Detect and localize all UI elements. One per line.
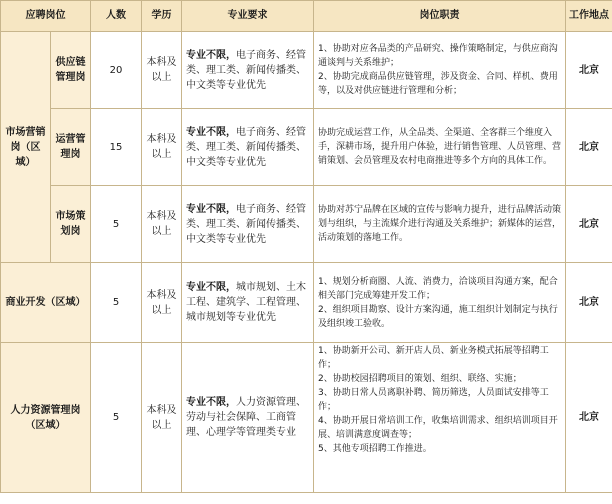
table-row — [1, 32, 612, 109]
duty-line: 4、协助开展日常培训工作，收集培训需求、组织培训项目开展、培训满意度调查等； — [318, 416, 558, 440]
location-cell: 北京 — [566, 109, 612, 186]
header-location: 工作地点 — [566, 1, 612, 32]
requirement-cell — [182, 263, 314, 343]
education-cell: 本科及以上 — [142, 32, 182, 109]
table-row — [1, 109, 612, 186]
location-cell: 北京 — [566, 343, 612, 493]
requirement-text: 城市规划、土木工程、建筑学、工程管理、城市规划等专业优先 — [186, 282, 306, 323]
sub-position: 供应链管理岗 — [51, 32, 91, 109]
duties-cell — [314, 109, 566, 186]
sub-position: 运营管理岗 — [51, 109, 91, 186]
duty-line: 协助完成运营工作，从全品类、全渠道、全客群三个维度入手，深耕市场，提升用户体验，进行销售管理、人员管理、营销策划、会员管理及农村电商推进等多个方向的具体工作。 — [318, 128, 562, 166]
duties-cell — [314, 186, 566, 263]
requirement-cell — [182, 109, 314, 186]
count-cell: 15 — [91, 109, 142, 186]
header-education: 学历 — [142, 1, 182, 32]
location-cell: 北京 — [566, 32, 612, 109]
requirement-bold: 专业不限， — [186, 126, 236, 138]
requirement-cell — [182, 343, 314, 493]
count-cell: 20 — [91, 32, 142, 109]
group-business: 商业开发（区域） — [1, 263, 91, 343]
count-cell: 5 — [91, 343, 142, 493]
requirement-bold: 专业不限， — [186, 203, 236, 215]
requirement-bold: 专业不限， — [186, 397, 236, 408]
duty-line: 5、其他专项招聘工作推进。 — [318, 444, 432, 454]
requirement-text: 电子商务、经管类、理工类、新闻传播类、中文类等专业优先 — [186, 203, 306, 245]
duty-line: 协助对苏宁品牌在区域的宣传与影响力提升，进行品牌活动策划与组织，与主流媒介进行沟通及关系维护；新媒体的运营，活动策划的落地工作。 — [318, 205, 562, 243]
group-marketing: 市场营销岗（区域） — [1, 32, 51, 263]
header-row — [1, 1, 612, 32]
header-duties: 岗位职责 — [314, 1, 566, 32]
duties-cell — [314, 263, 566, 343]
duty-line: 1、协助新开公司、新开店人员、新业务模式拓展等招聘工作； — [318, 346, 549, 370]
table-row — [1, 343, 612, 493]
duties-cell — [314, 32, 566, 109]
requirement-text: 电子商务、经管类、理工类、新闻传播类、中文类等专业优先 — [186, 49, 306, 91]
requirement-bold: 专业不限， — [186, 282, 236, 293]
education-cell: 本科及以上 — [142, 263, 182, 343]
duties-cell — [314, 343, 566, 493]
location-cell: 北京 — [566, 263, 612, 343]
duty-line: 2、协助完成商品供应链管理，涉及资金、合同、样机、费用等，以及对供应链进行管理和分析； — [318, 72, 558, 96]
count-cell: 5 — [91, 263, 142, 343]
duty-line: 2、组织项目勘察、设计方案沟通，施工组织计划制定与执行及组织竣工验收。 — [318, 304, 558, 329]
requirement-bold: 专业不限， — [186, 49, 236, 61]
education-cell: 本科及以上 — [142, 109, 182, 186]
table-row — [1, 186, 612, 263]
header-requirement: 专业要求 — [182, 1, 314, 32]
duty-line: 1、协助对应各品类的产品研究、操作策略制定，与供应商沟通谈判与关系维护； — [318, 44, 558, 68]
requirement-cell — [182, 32, 314, 109]
group-hr: 人力资源管理岗（区域） — [1, 343, 91, 493]
duty-line: 2、协助校园招聘项目的策划、组织、联络、实施； — [318, 374, 522, 384]
header-count: 人数 — [91, 1, 142, 32]
requirement-text: 电子商务、经管类、理工类、新闻传播类、中文类等专业优先 — [186, 126, 306, 168]
duty-line: 3、协助日常人员离职补聘、简历筛选，人员面试安排等工作； — [318, 388, 549, 412]
location-cell: 北京 — [566, 186, 612, 263]
education-cell: 本科及以上 — [142, 343, 182, 493]
table-row — [1, 263, 612, 343]
duty-line: 1、规划分析商圈、人流、消费力，洽谈项目沟通方案，配合相关部门完成筹建开发工作； — [318, 276, 558, 301]
header-position: 应聘岗位 — [1, 1, 91, 32]
sub-position: 市场策划岗 — [51, 186, 91, 263]
requirement-cell — [182, 186, 314, 263]
requirement-text: 人力资源管理、劳动与社会保障、工商管理、心理学等管理类专业 — [186, 397, 306, 438]
count-cell: 5 — [91, 186, 142, 263]
education-cell: 本科及以上 — [142, 186, 182, 263]
